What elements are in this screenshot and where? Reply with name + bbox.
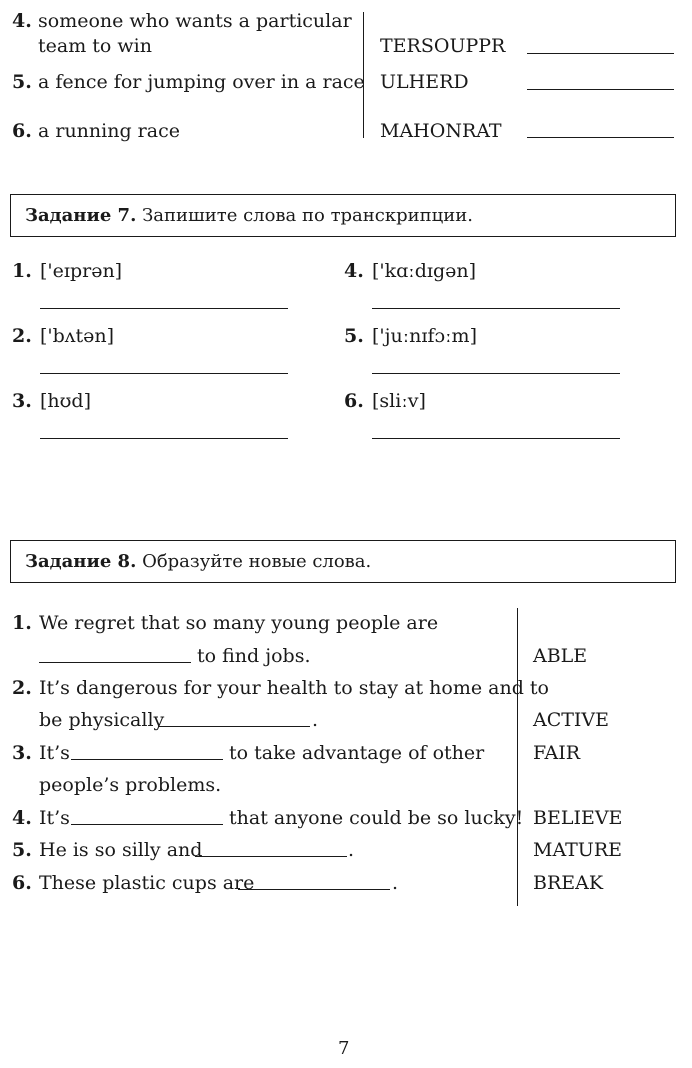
task6-scrambled-word: ULHERD [380, 71, 469, 93]
task7-transcription: ['kɑːdɪgən] [372, 260, 477, 282]
task8-item-number: 1. [12, 612, 32, 634]
task8-sentence-part: be physically [39, 709, 165, 731]
task8-header-box [10, 540, 676, 583]
task6-item-definition: someone who wants a particular [38, 10, 352, 32]
task7-answer-line[interactable] [40, 308, 288, 309]
task7-answer-line[interactable] [372, 373, 620, 374]
task8-root-word: FAIR [533, 742, 581, 764]
task6-answer-line[interactable] [527, 89, 674, 90]
task8-sentence-part: . [312, 709, 319, 731]
task7-answer-line[interactable] [372, 308, 620, 309]
task7-title-label: Задание 7. [25, 205, 137, 226]
task7-item-number: 4. [344, 260, 364, 282]
task7-transcription: ['juːnɪfɔːm] [372, 325, 477, 347]
task7-item-number: 5. [344, 325, 364, 347]
task8-root-word: ACTIVE [533, 709, 610, 731]
task8-sentence-part: to find jobs. [197, 645, 311, 667]
task7-answer-line[interactable] [40, 438, 288, 439]
task8-root-word: BELIEVE [533, 807, 623, 829]
task8-title-label: Задание 8. [25, 551, 137, 572]
task7-title-instruction: Запишите слова по транскрипции. [136, 205, 473, 226]
task6-item-definition-cont: team to win [38, 35, 152, 57]
task8-answer-blank[interactable] [195, 856, 347, 857]
task6-scrambled-word: TERSOUPPR [380, 35, 506, 57]
task8-item-number: 5. [12, 839, 32, 861]
task6-item-number: 5. [12, 71, 32, 93]
task7-answer-line[interactable] [372, 438, 620, 439]
task8-root-word: BREAK [533, 872, 604, 894]
task7-transcription: [sliːv] [372, 390, 426, 412]
task8-sentence-part: people’s problems. [39, 774, 222, 796]
task7-title [25, 205, 473, 226]
task8-sentence-part: that anyone could be so lucky! [229, 807, 524, 829]
task7-item-number: 2. [12, 325, 32, 347]
task8-sentence-part: It’s [39, 742, 70, 764]
task8-answer-blank[interactable] [39, 662, 191, 663]
task7-answer-line[interactable] [40, 373, 288, 374]
column-divider [363, 12, 364, 138]
task8-root-word: ABLE [533, 645, 588, 667]
task8-item-number: 2. [12, 677, 32, 699]
task6-item-definition: a fence for jumping over in a race [38, 71, 365, 93]
task8-title [25, 551, 371, 572]
task6-item-number: 6. [12, 120, 32, 142]
task7-item-number: 3. [12, 390, 32, 412]
task6-answer-line[interactable] [527, 53, 674, 54]
task7-header-box [10, 194, 676, 237]
task8-answer-blank[interactable] [71, 759, 223, 760]
task8-root-word: MATURE [533, 839, 622, 861]
column-divider [517, 608, 518, 906]
task7-transcription: ['bʌtən] [40, 325, 115, 347]
task7-item-number: 6. [344, 390, 364, 412]
task6-item-number: 4. [12, 10, 32, 32]
task8-answer-blank[interactable] [71, 824, 223, 825]
task8-sentence-part: to take advantage of other [229, 742, 485, 764]
task8-answer-blank[interactable] [158, 726, 310, 727]
task8-answer-blank[interactable] [238, 889, 390, 890]
task8-sentence-part: It’s [39, 807, 70, 829]
task8-item-number: 6. [12, 872, 32, 894]
task7-item-number: 1. [12, 260, 32, 282]
task8-item-number: 4. [12, 807, 32, 829]
task6-answer-line[interactable] [527, 137, 674, 138]
task6-scrambled-word: MAHONRAT [380, 120, 502, 142]
task8-item-number: 3. [12, 742, 32, 764]
task8-title-instruction: Образуйте новые слова. [136, 551, 372, 572]
task6-item-definition: a running race [38, 120, 180, 142]
task8-sentence-part: We regret that so many young people are [39, 612, 439, 634]
task8-sentence-part: . [392, 872, 399, 894]
task8-sentence-part: . [348, 839, 355, 861]
page-number: 7 [338, 1038, 350, 1059]
task8-sentence-part: These plastic cups are [39, 872, 255, 894]
task7-transcription: ['eɪprən] [40, 260, 123, 282]
task8-sentence-part: He is so silly and [39, 839, 203, 861]
task8-sentence-part: It’s dangerous for your health to stay at home and to [39, 677, 549, 699]
task7-transcription: [hʊd] [40, 390, 92, 412]
